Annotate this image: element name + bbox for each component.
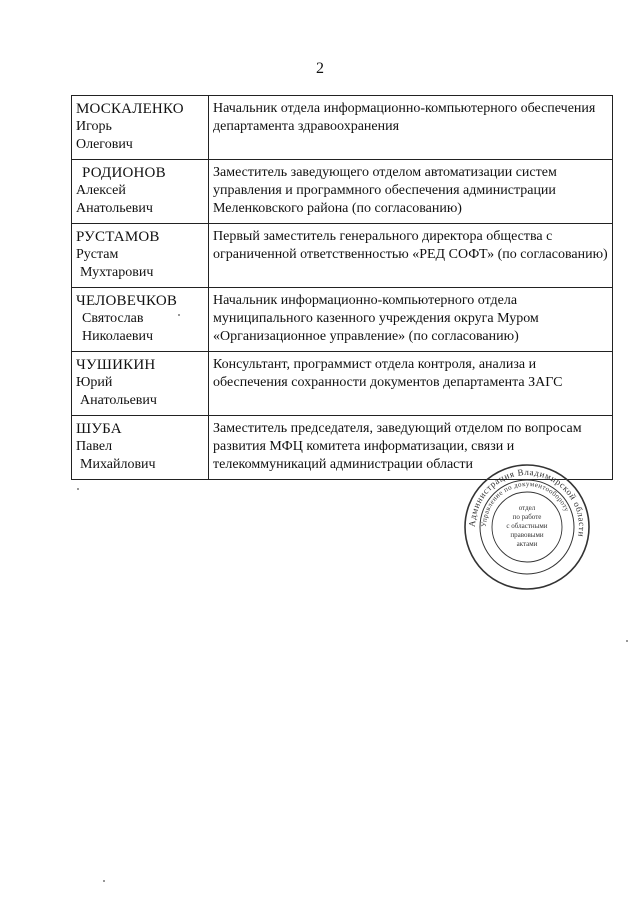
member-name-cell: [72, 160, 209, 224]
member-patronymic: Анатольевич: [76, 201, 153, 216]
member-given-name: Игорь: [76, 119, 112, 134]
member-surname: РУСТАМОВ: [76, 229, 160, 245]
scan-speck: [178, 314, 180, 316]
member-given-name: Алексей: [76, 183, 126, 198]
stamp-outer-text: Администрация Владимирской области: [466, 466, 588, 538]
table-row: [72, 224, 613, 288]
member-position: Начальник информационно-компьютерного отдела муниципального казенного учреждения округа Муром «Организационное управление» (по согласованию): [209, 288, 613, 352]
member-patronymic: Николаевич: [82, 329, 154, 344]
member-patronymic: Мухтарович: [80, 265, 154, 280]
member-surname: ЧУШИКИН: [76, 357, 156, 373]
member-name-cell: [72, 416, 209, 480]
member-position: Заместитель председателя, заведующий отделом по вопросам развития МФЦ комитета информатизации, связи и телекоммуникаций администрации области: [209, 416, 613, 480]
member-surname: МОСКАЛЕНКО: [76, 101, 184, 117]
members-table: [71, 95, 613, 480]
scan-speck: [77, 488, 79, 490]
member-position: Заместитель заведующего отделом автоматизации систем управления и программного обеспечения администрации Меленковского района (по согласованию): [209, 160, 613, 224]
stamp-center-line: правовыми: [510, 531, 544, 539]
stamp-seal-icon: [462, 462, 592, 592]
member-given-name: Юрий: [76, 375, 113, 390]
stamp-inner-text: Управление по документообороту: [479, 479, 571, 528]
member-patronymic: Михайлович: [80, 457, 156, 472]
stamp-center-line: по работе: [512, 513, 542, 521]
member-name-cell: [72, 288, 209, 352]
table-row: [72, 160, 613, 224]
member-position: Начальник отдела информационно-компьютерного обеспечения департамента здравоохранения: [209, 96, 613, 160]
scan-speck: [103, 880, 105, 882]
member-name-cell: [72, 96, 209, 160]
page-number: 2: [316, 60, 324, 77]
member-given-name: Святослав: [82, 311, 144, 326]
scan-speck: [626, 640, 628, 642]
member-position: Консультант, программист отдела контроля, анализа и обеспечения сохранности документов департамента ЗАГС: [209, 352, 613, 416]
member-name-cell: [72, 352, 209, 416]
member-surname: РОДИОНОВ: [82, 165, 166, 181]
stamp-center-line: актами: [516, 540, 538, 548]
stamp-center-line: отдел: [518, 504, 536, 512]
member-name-cell: [72, 224, 209, 288]
stamp-center-line: с областными: [506, 522, 548, 530]
member-surname: ЧЕЛОВЕЧКОВ: [76, 293, 178, 309]
table-row: [72, 96, 613, 160]
member-patronymic: Анатольевич: [80, 393, 157, 408]
table-row: [72, 352, 613, 416]
member-surname: ШУБА: [76, 421, 122, 437]
table-row: [72, 288, 613, 352]
member-patronymic: Олегович: [76, 137, 133, 152]
official-stamp: [462, 462, 592, 592]
member-given-name: Рустам: [76, 247, 119, 262]
member-given-name: Павел: [76, 439, 113, 454]
member-position: Первый заместитель генерального директора общества с ограниченной ответственностью «РЕД СОФТ» (по согласованию): [209, 224, 613, 288]
